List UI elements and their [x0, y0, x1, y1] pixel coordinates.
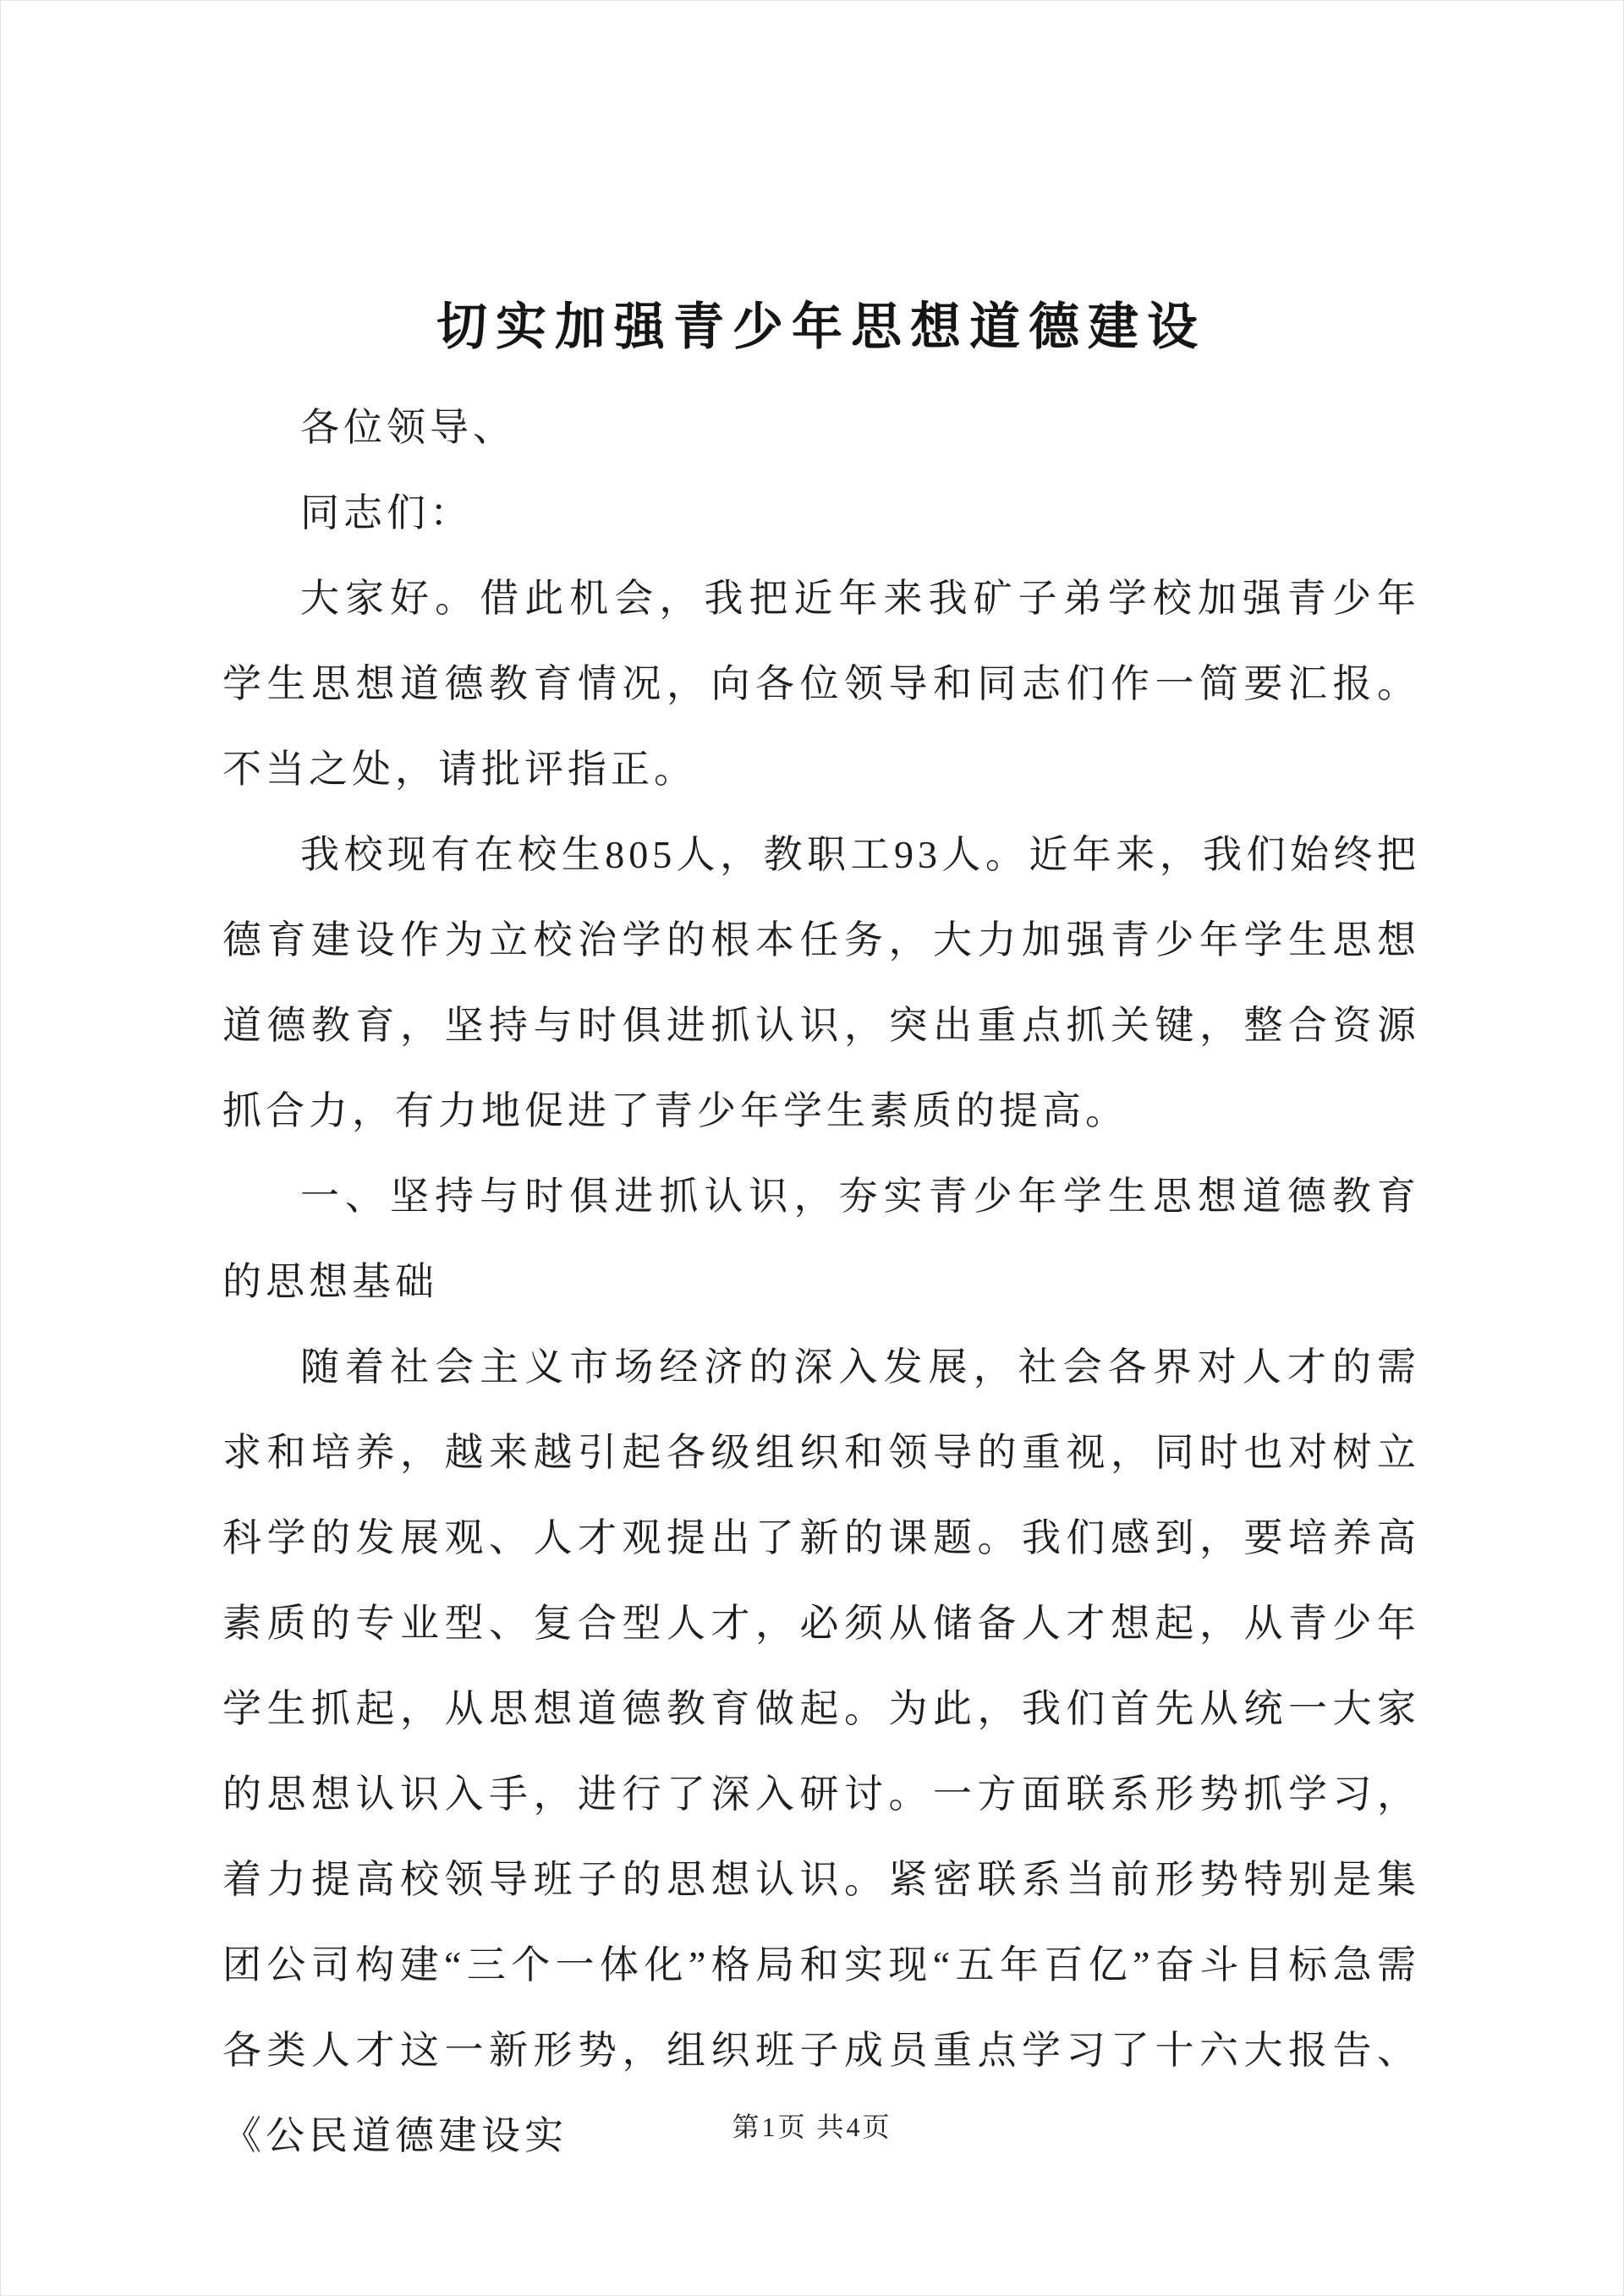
- document-content: [222, 288, 1420, 2178]
- paragraph-intro: 大家好。借此机会，我把近年来我矿子弟学校加强青少年学生思想道德教育情况，向各位领导和同志们作一简要汇报。不当之处，请批评指正。: [222, 577, 1420, 791]
- page-number-text: 第1页 共4页: [732, 2112, 892, 2142]
- paragraph-section-1-body: 随着社会主义市场经济的深入发展，社会各界对人才的需求和培养，越来越引起各级组织和领导的重视，同时也对树立科学的发展观、人才观提出了新的课题。我们感到，要培养高素质的专业型、复合型人才，必须从储备人才想起，从青少年学生抓起，从思想道德教育做起。为此，我们首先从统一大家的思想认识入手，进行了深入研讨。一方面联系形势抓学习，着力提高校领导班子的思想认识。紧密联系当前形势特别是集团公司构建“三个一体化”格局和实现“五年百亿”奋斗目标急需各类人才这一新形势，组织班子成员重点学习了十六大报告、《公民道德建设实: [222, 1345, 1420, 2157]
- paragraph-section-heading-1: 一、坚持与时俱进抓认识，夯实青少年学生思想道德教育的思想基础: [222, 1175, 1420, 1303]
- document-title: 切实加强青少年思想道德建设: [436, 299, 1206, 355]
- page-footer: [1, 2106, 1623, 2145]
- paragraph-school-overview: 我校现有在校生805人，教职工93人。近年来，我们始终把德育建设作为立校治学的根本任务，大力加强青少年学生思想道德教育，坚持与时俱进抓认识，突出重点抓关键，整合资源抓合力，有力地促进了青少年学生素质的提高。: [222, 833, 1420, 1132]
- salutation-leaders: 各位领导、: [300, 406, 516, 449]
- salutation-comrades: 同志们：: [300, 491, 473, 534]
